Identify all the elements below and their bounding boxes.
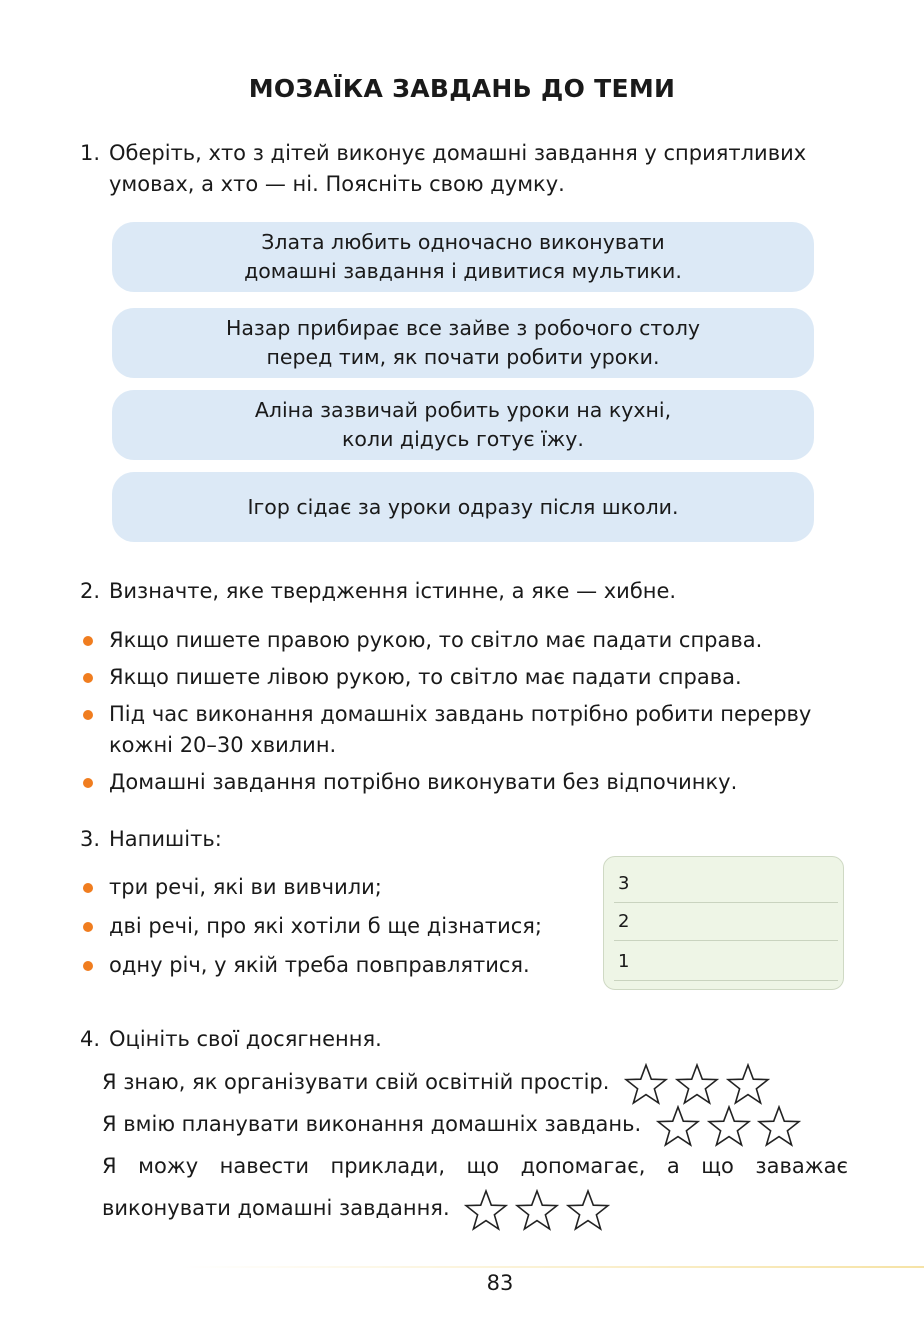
card-line: Ігор сідає за уроки одразу після школи. (247, 494, 679, 519)
question-number: 3. (80, 827, 101, 851)
question-text: Визначте, яке твердження істинне, а яке — хибне. (109, 579, 677, 603)
bullet-icon (83, 778, 93, 788)
list-item: Якщо пишете правою рукою, то світло має падати справа. (80, 625, 850, 656)
assessment-line-1: Я знаю, як організувати свій освітній простір. (102, 1061, 848, 1103)
list-item: дві речі, про які хотіли б ще дізнатися; (80, 911, 580, 942)
bullet-icon (83, 883, 93, 893)
notepad-line-3[interactable]: 3 (614, 865, 838, 903)
star-outline-icon[interactable] (464, 1189, 508, 1231)
assessment-line-3: Я можу навести приклади, що допомагає, а що заважає (102, 1154, 848, 1178)
list-item: одну річ, у якій треба повправлятися. (80, 950, 580, 981)
assessment-line-3-end: виконувати домашні завдання. (102, 1187, 848, 1229)
star-outline-icon[interactable] (757, 1105, 801, 1147)
bullet-icon (83, 922, 93, 932)
card-line: Злата любить одночасно виконувати (261, 230, 665, 254)
question-2 (80, 576, 850, 607)
write-list (80, 872, 580, 989)
page-title: МОЗАЇКА ЗАВДАНЬ ДО ТЕМИ (248, 74, 676, 103)
answer-notepad[interactable] (603, 856, 844, 990)
bullet-icon (83, 961, 93, 971)
card-line: перед тим, як почати робити уроки. (266, 345, 660, 369)
question-text: Оберіть, хто з дітей виконує домашні завдання у сприятливих умовах, а хто — ні. Поясніть свою думку. (109, 141, 807, 196)
star-outline-icon[interactable] (675, 1063, 719, 1105)
statement-card[interactable] (112, 390, 814, 460)
assessment-line-2: Я вмію планувати виконання домашніх завдань. (102, 1103, 848, 1145)
question-text: Оцініть свої досягнення. (109, 1027, 382, 1051)
question-number: 1. (80, 141, 101, 165)
list-item: Домашні завдання потрібно виконувати без відпочинку. (80, 767, 850, 798)
star-outline-icon[interactable] (515, 1189, 559, 1231)
star-outline-icon[interactable] (656, 1105, 700, 1147)
question-3 (80, 824, 850, 855)
rating-stars (656, 1104, 801, 1147)
star-outline-icon[interactable] (566, 1189, 610, 1231)
notepad-line-2[interactable]: 2 (614, 903, 838, 941)
statement-card[interactable] (112, 472, 814, 542)
star-outline-icon[interactable] (726, 1063, 770, 1105)
list-item: Під час виконання домашніх завдань потрібно робити перерву кожні 20–30 хвилин. (80, 699, 850, 761)
question-number: 2. (80, 579, 101, 603)
list-item: три речі, які ви вивчили; (80, 872, 580, 903)
bullet-icon (83, 710, 93, 720)
bullet-icon (83, 636, 93, 646)
statement-list (80, 625, 850, 804)
footer-divider (180, 1266, 924, 1268)
star-outline-icon[interactable] (707, 1105, 751, 1147)
self-assessment (102, 1061, 848, 1229)
rating-stars (624, 1062, 769, 1105)
statement-card[interactable] (112, 308, 814, 378)
statement-card[interactable] (112, 222, 814, 292)
question-1 (80, 138, 850, 200)
card-line: Аліна зазвичай робить уроки на кухні, (254, 398, 672, 422)
card-line: Назар прибирає все зайве з робочого столу (225, 316, 701, 340)
question-number: 4. (80, 1027, 101, 1051)
rating-stars (464, 1188, 609, 1231)
list-item: Якщо пишете лівою рукою, то світло має падати справа. (80, 662, 850, 693)
card-line: домашні завдання і дивитися мультики. (244, 259, 682, 283)
card-line: коли дідусь готує їжу. (342, 427, 584, 451)
page-number: 83 (486, 1271, 514, 1295)
question-4 (80, 1024, 850, 1055)
bullet-icon (83, 673, 93, 683)
notepad-line-1[interactable]: 1 (614, 943, 838, 981)
star-outline-icon[interactable] (624, 1063, 668, 1105)
question-text: Напишіть: (109, 827, 222, 851)
